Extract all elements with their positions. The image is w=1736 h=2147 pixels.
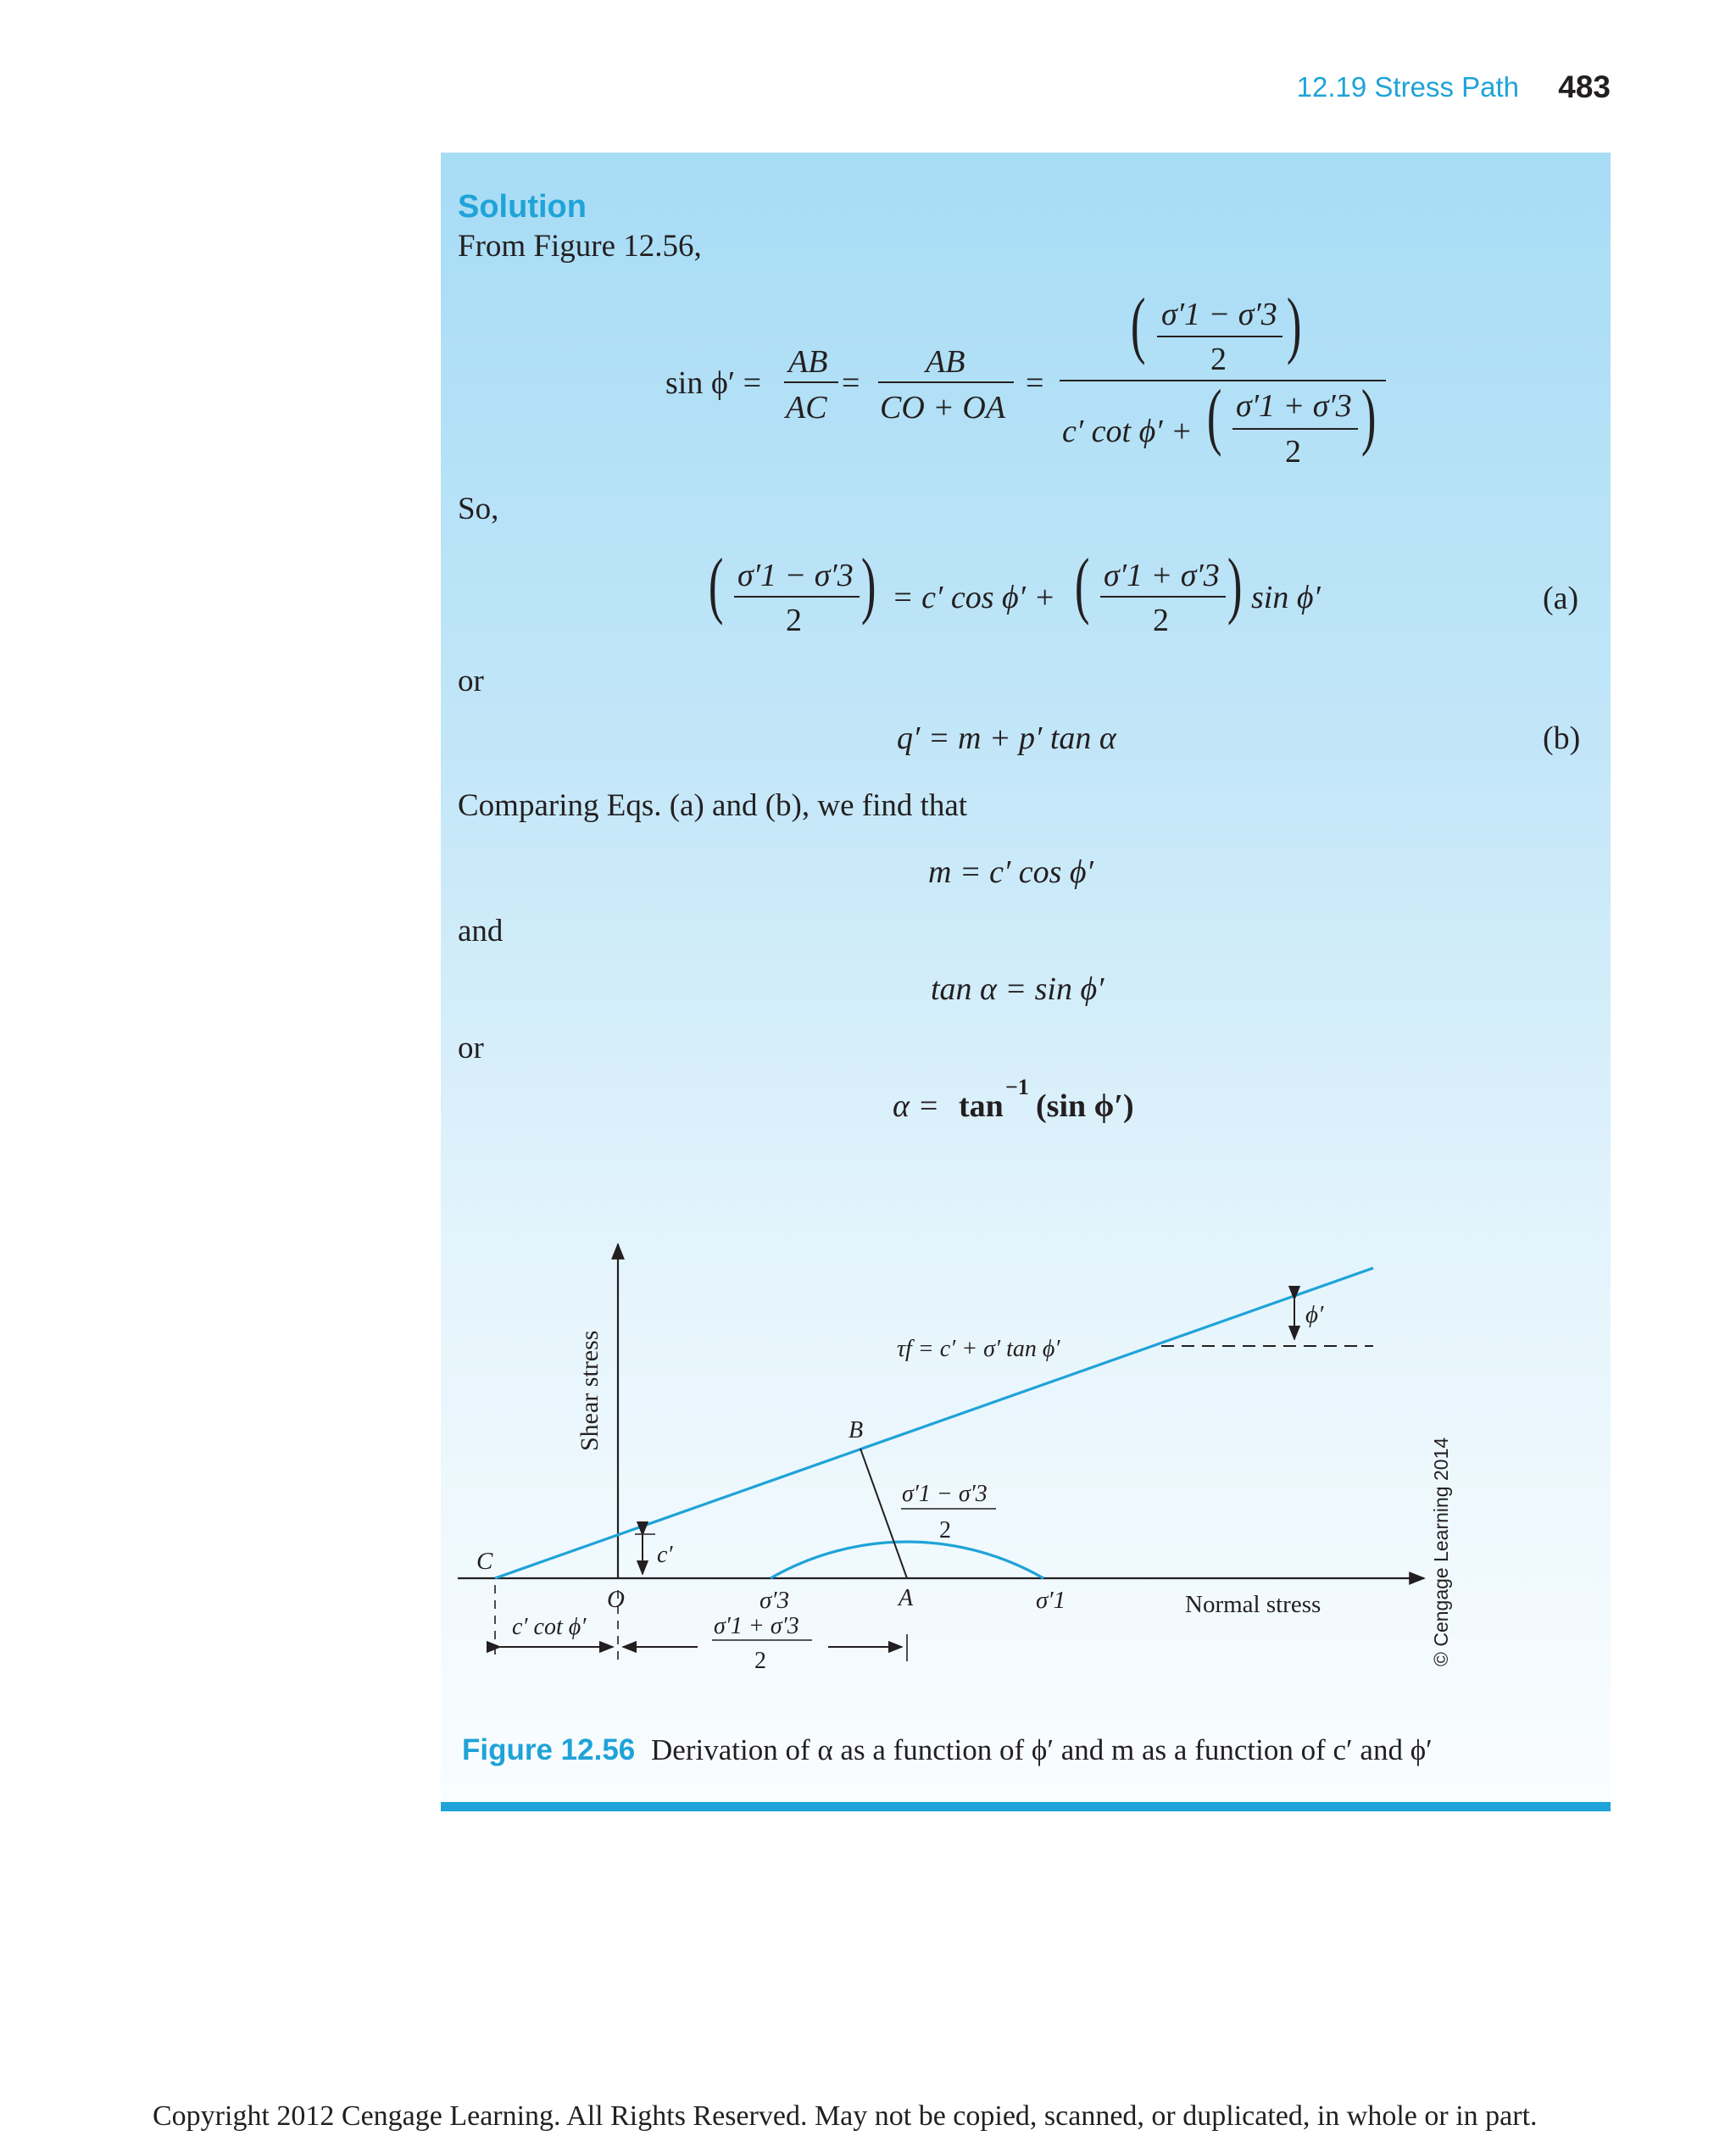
eq1-ac: AC — [786, 390, 827, 426]
paren-right: ) — [1227, 544, 1243, 626]
and-text: and — [458, 914, 504, 948]
point-c-label: C — [476, 1548, 493, 1575]
eq-alpha-arg: (sin ϕ′) — [1036, 1088, 1134, 1124]
equation-b: q′ = m + p′ tan α — [897, 720, 1116, 756]
eq1-ab2: AB — [926, 344, 965, 380]
eq1-co-oa: CO + OA — [880, 390, 1006, 426]
eqa-num2: σ′1 + σ′3 — [1104, 558, 1220, 593]
eq1-den-num: σ′1 + σ′3 — [1236, 388, 1352, 424]
figure-caption-label: Figure 12.56 — [462, 1733, 636, 1766]
c-cot-phi-label: c′ cot ϕ′ — [512, 1614, 587, 1640]
center-numerator-label: σ′1 + σ′3 — [714, 1613, 799, 1639]
eq1-den-two: 2 — [1285, 434, 1301, 470]
eqb-label: (b) — [1543, 720, 1581, 756]
failure-envelope-line — [495, 1268, 1373, 1578]
paren-left: ( — [1074, 544, 1090, 626]
intro-text: From Figure 12.56, — [458, 229, 702, 264]
point-b-label: B — [849, 1417, 864, 1443]
running-head-section: 12.19 Stress Path — [1296, 71, 1519, 103]
envelope-equation-label: τf = c′ + σ′ tan ϕ′ — [897, 1336, 1060, 1362]
page-number: 483 — [1558, 70, 1611, 104]
eqa-num: σ′1 − σ′3 — [737, 558, 854, 593]
eqa-tail: sin ϕ′ — [1251, 580, 1321, 615]
figure-caption-text: Derivation of α as a function of ϕ′ and m as a function of c′ and ϕ′ — [651, 1733, 1433, 1766]
cohesion-label: c′ — [657, 1542, 673, 1568]
paren-right: ) — [1360, 375, 1377, 458]
eqa-mid: = c′ cos ϕ′ + — [892, 580, 1056, 615]
paren-left: ( — [708, 544, 724, 626]
copyright-footer: Copyright 2012 Cengage Learning. All Rights Reserved. May not be copied, scanned, or duplicated, in whole or in part. — [153, 2100, 1538, 2132]
mohr-circle-arc — [771, 1542, 1043, 1578]
eq1-den-prefix: c′ cot ϕ′ + — [1062, 414, 1193, 449]
eqa-two: 2 — [786, 603, 802, 638]
paren-left: ( — [1130, 284, 1146, 366]
eq1-lhs: sin ϕ′ = — [665, 365, 762, 401]
comparing-text: Comparing Eqs. (a) and (b), we find that — [458, 788, 968, 823]
panel-bottom-rule — [441, 1802, 1611, 1811]
eq1-ab: AB — [788, 344, 828, 380]
so-text: So, — [458, 492, 499, 526]
eq-alpha-lhs: α = — [893, 1088, 940, 1124]
paren-left: ( — [1206, 375, 1222, 458]
paren-right: ) — [860, 544, 876, 626]
eqa-label: (a) — [1543, 581, 1579, 616]
eq-alpha-tan: tan — [959, 1088, 1004, 1124]
equation-tan-alpha: tan α = sin ϕ′ — [931, 971, 1104, 1007]
x-axis-label: Normal stress — [1185, 1591, 1321, 1618]
eqa-two2: 2 — [1153, 603, 1169, 638]
solution-heading: Solution — [458, 189, 587, 225]
eq1-equals: = — [842, 365, 860, 401]
point-a-label: A — [899, 1585, 914, 1611]
figure-caption — [462, 1733, 1433, 1767]
or-text-1: or — [458, 664, 484, 698]
eq1-num: σ′1 − σ′3 — [1161, 297, 1277, 332]
or-text-2: or — [458, 1031, 484, 1065]
y-axis-label: Shear stress — [576, 1330, 604, 1451]
paren-right: ) — [1286, 284, 1302, 366]
center-denominator-label: 2 — [754, 1648, 766, 1674]
figure-copyright-vertical: © Cengage Learning 2014 — [1430, 1437, 1452, 1666]
eq1-equals-2: = — [1026, 365, 1044, 401]
eq1-two: 2 — [1210, 342, 1227, 377]
equation-m: m = c′ cos ϕ′ — [928, 854, 1093, 890]
eq-alpha-exponent: −1 — [1005, 1075, 1029, 1099]
radius-line-ab — [860, 1449, 907, 1578]
radius-denominator-label: 2 — [939, 1517, 951, 1544]
sigma3-label: σ′3 — [760, 1587, 790, 1614]
radius-numerator-label: σ′1 − σ′3 — [902, 1481, 988, 1507]
sigma1-label: σ′1 — [1036, 1587, 1066, 1614]
phi-angle-label: ϕ′ — [1305, 1301, 1324, 1328]
point-o-label: O — [607, 1586, 625, 1613]
